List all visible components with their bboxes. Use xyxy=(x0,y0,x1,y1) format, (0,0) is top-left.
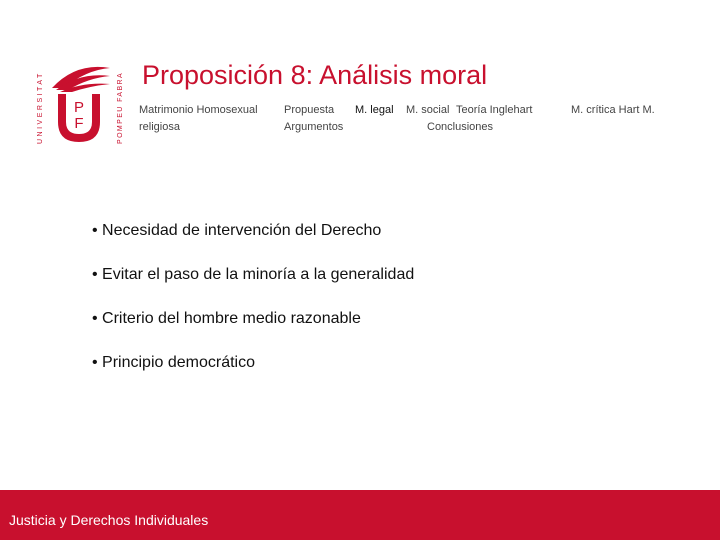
upf-logo-icon xyxy=(30,58,130,148)
footer-bar xyxy=(0,490,720,540)
footer-text: Justicia y Derechos Individuales xyxy=(9,512,209,528)
university-logo xyxy=(30,58,130,148)
logo-text-left: UNIVERSITAT xyxy=(37,71,44,144)
bullet-item: • Criterio del hombre medio razonable xyxy=(92,310,361,327)
bullet-item: • Evitar el paso de la minoría a la generalidad xyxy=(92,266,415,283)
nav-item-matrimonio[interactable]: Matrimonio Homosexual religiosa xyxy=(139,104,258,133)
logo-monogram-bottom: F xyxy=(74,115,84,132)
logo-monogram-top: P xyxy=(73,99,85,116)
nav-item-m-critica[interactable]: M. crítica Hart M. xyxy=(571,104,655,116)
nav-item-propuesta[interactable]: Propuesta Argumentos xyxy=(284,104,344,133)
bullet-item: • Necesidad de intervención del Derecho xyxy=(92,222,382,239)
nav-item-m-social[interactable]: M. social Conclusiones xyxy=(406,104,494,133)
nav-item-m-legal[interactable]: M. legal xyxy=(355,104,394,116)
bullet-list xyxy=(92,222,414,398)
slide-title: Proposición 8: Análisis moral xyxy=(142,60,488,90)
bullet-item: • Principio democrático xyxy=(92,354,255,371)
nav-item-teoria-inglehart[interactable]: Teoría Inglehart xyxy=(456,104,533,116)
logo-text-right: POMPEU FABRA xyxy=(117,71,124,144)
